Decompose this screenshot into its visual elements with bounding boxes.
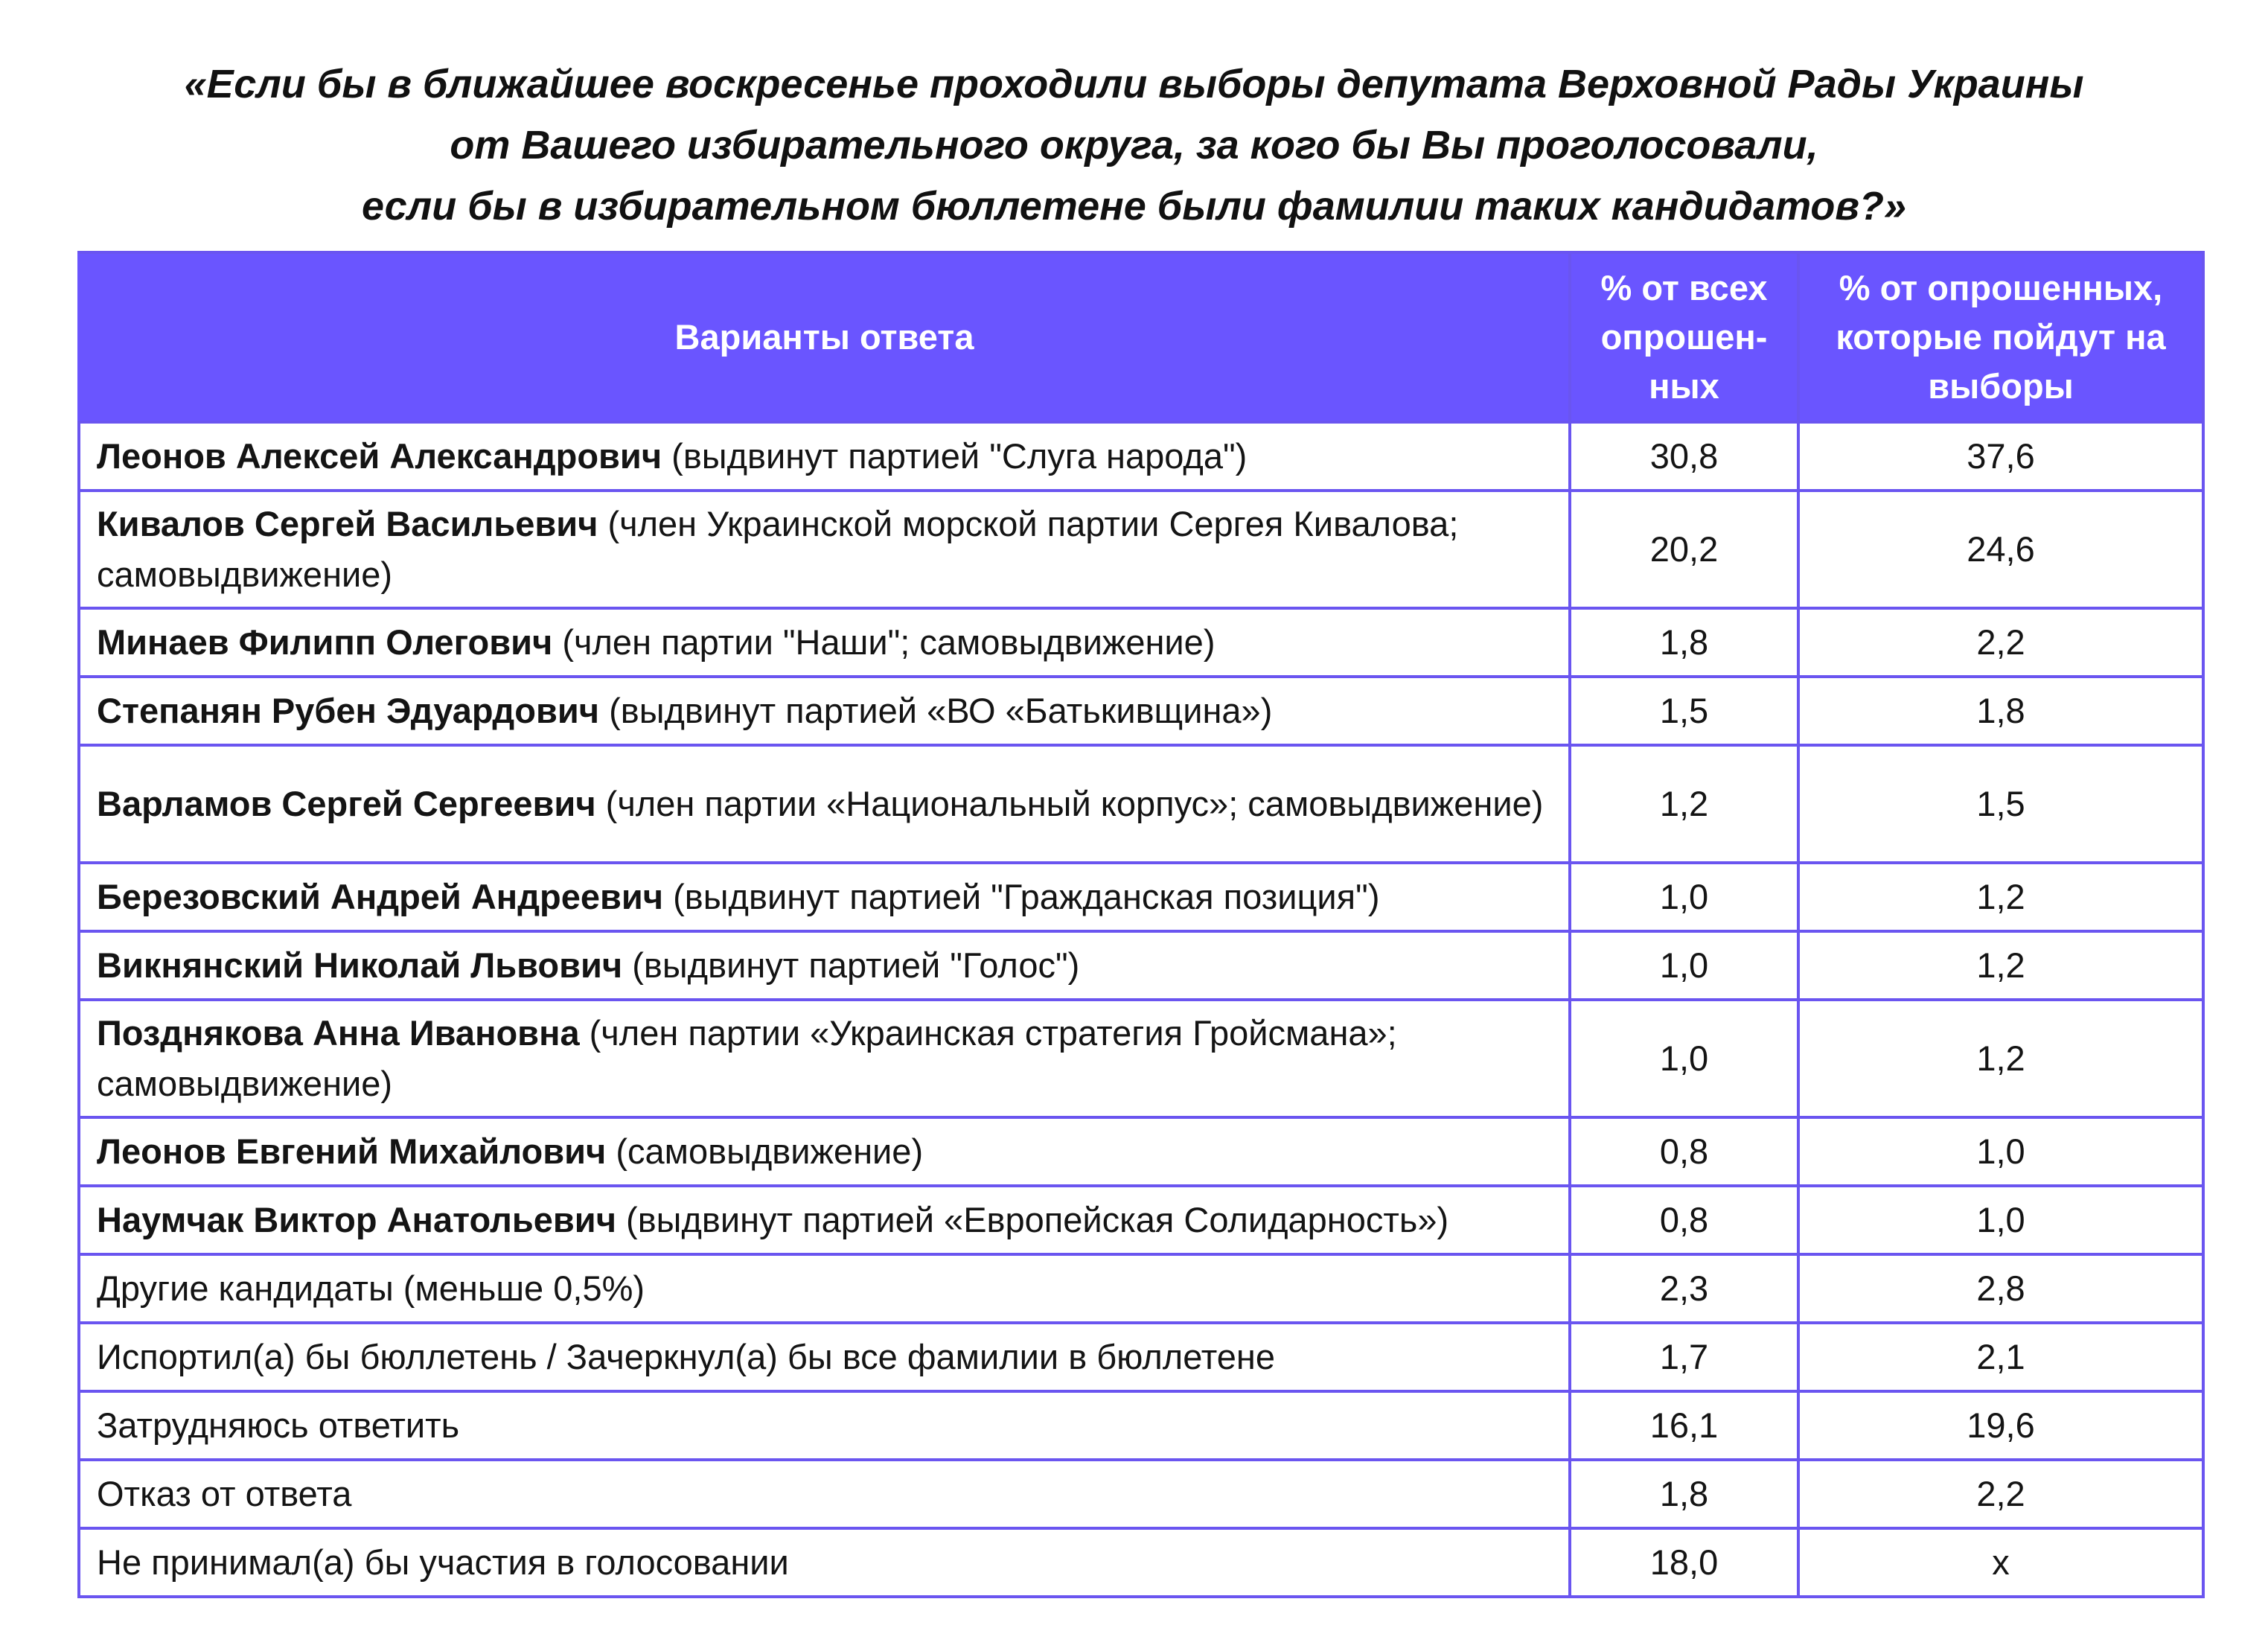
candidate-description: (выдвинут партией «Европейская Солидарность») [616,1200,1449,1239]
pct-voters-cell: 1,2 [1798,931,2203,1000]
pct-voters-cell: 2,2 [1798,608,2203,677]
table-row [79,1000,2203,1117]
pct-voters-cell: 24,6 [1798,491,2203,608]
candidate-name: Березовский Андрей Андреевич [97,877,664,916]
candidate-description: (член партии «Национальный корпус»; самовыдвижение) [595,784,1544,823]
header-answer-options: Варианты ответа [79,252,1570,422]
answer-cell [79,1186,1570,1254]
answer-cell [79,491,1570,608]
pct-voters-cell: 1,5 [1798,745,2203,863]
table-row [79,1460,2203,1528]
table-header-row [79,252,2203,422]
pct-all-cell: 0,8 [1570,1186,1798,1254]
answer-cell [79,1117,1570,1186]
candidate-description: (член партии «Украинская стратегия Гройсмана»; самовыдвижение) [97,1013,1397,1103]
title-line: «Если бы в ближайшее воскресенье проходили выборы депутата Верховной Рады Украины [184,62,2084,106]
pct-all-cell: 1,2 [1570,745,1798,863]
pct-voters-cell: 1,2 [1798,863,2203,931]
pct-voters-cell: х [1798,1528,2203,1597]
table-row [79,422,2203,491]
table-row [79,677,2203,745]
pct-all-cell: 1,7 [1570,1323,1798,1391]
answer-text: Затрудняюсь ответить [97,1405,460,1445]
page-title [0,54,2268,237]
candidate-name: Наумчак Виктор Анатольевич [97,1200,616,1239]
answer-cell [79,1323,1570,1391]
answer-cell [79,1460,1570,1528]
candidate-description: (выдвинут партией "Голос") [622,945,1080,985]
candidate-name: Степанян Рубен Эдуардович [97,691,600,730]
candidate-description: (выдвинут партией "Гражданская позиция") [663,877,1380,916]
table-row [79,1391,2203,1460]
title-line: от Вашего избирательного округа, за кого бы Вы проголосовали, [450,123,1818,167]
pct-voters-cell: 2,1 [1798,1323,2203,1391]
pct-voters-cell: 1,0 [1798,1117,2203,1186]
candidate-name: Варламов Сергей Сергеевич [97,784,596,823]
header-pct-all: % от всех опрошен-ных [1570,252,1798,422]
pct-all-cell: 1,0 [1570,863,1798,931]
pct-voters-cell: 2,2 [1798,1460,2203,1528]
candidate-name: Позднякова Анна Ивановна [97,1013,580,1053]
answer-text: Испортил(а) бы бюллетень / Зачеркнул(а) бы все фамилии в бюллетене [97,1337,1276,1376]
candidate-description: (выдвинут партией «ВО «Батькивщина») [599,691,1273,730]
answer-cell [79,1254,1570,1323]
pct-all-cell: 18,0 [1570,1528,1798,1597]
pct-voters-cell: 1,0 [1798,1186,2203,1254]
candidate-description: (выдвинут партией "Слуга народа") [662,436,1248,476]
pct-all-cell: 1,0 [1570,931,1798,1000]
answer-cell [79,422,1570,491]
candidate-name: Минаев Филипп Олегович [97,622,553,662]
pct-all-cell: 1,0 [1570,1000,1798,1117]
pct-voters-cell: 19,6 [1798,1391,2203,1460]
table-row [79,608,2203,677]
candidate-description: (член Украинской морской партии Сергея Кивалова; самовыдвижение) [97,504,1459,594]
answer-cell [79,677,1570,745]
pct-all-cell: 16,1 [1570,1391,1798,1460]
candidate-name: Леонов Евгений Михайлович [97,1131,607,1171]
answer-cell [79,863,1570,931]
table-row [79,1186,2203,1254]
answer-text: Не принимал(а) бы участия в голосовании [97,1542,789,1582]
answer-cell [79,1528,1570,1597]
candidate-description: (самовыдвижение) [606,1131,924,1171]
table-row [79,1323,2203,1391]
pct-voters-cell: 37,6 [1798,422,2203,491]
pct-all-cell: 1,8 [1570,608,1798,677]
header-pct-voters: % от опрошенных, которые пойдут на выборы [1798,252,2203,422]
pct-voters-cell: 2,8 [1798,1254,2203,1323]
candidate-description: (член партии "Наши"; самовыдвижение) [552,622,1216,662]
answer-cell [79,931,1570,1000]
candidate-name: Кивалов Сергей Васильевич [97,504,598,543]
answer-cell [79,1000,1570,1117]
table-row [79,863,2203,931]
answer-cell [79,745,1570,863]
pct-all-cell: 1,5 [1570,677,1798,745]
results-table [77,251,2205,1598]
pct-all-cell: 30,8 [1570,422,1798,491]
table-row [79,491,2203,608]
pct-voters-cell: 1,2 [1798,1000,2203,1117]
answer-text: Отказ от ответа [97,1474,352,1513]
table-row [79,1117,2203,1186]
pct-all-cell: 0,8 [1570,1117,1798,1186]
candidate-name: Леонов Алексей Александрович [97,436,662,476]
table-row [79,745,2203,863]
pct-all-cell: 20,2 [1570,491,1798,608]
table-row [79,931,2203,1000]
answer-cell [79,1391,1570,1460]
candidate-name: Викнянский Николай Львович [97,945,623,985]
answer-text: Другие кандидаты (меньше 0,5%) [97,1268,645,1308]
pct-all-cell: 1,8 [1570,1460,1798,1528]
table-row [79,1528,2203,1597]
answer-cell [79,608,1570,677]
pct-all-cell: 2,3 [1570,1254,1798,1323]
title-line: если бы в избирательном бюллетене были фамилии таких кандидатов?» [361,184,1907,229]
table-row [79,1254,2203,1323]
pct-voters-cell: 1,8 [1798,677,2203,745]
